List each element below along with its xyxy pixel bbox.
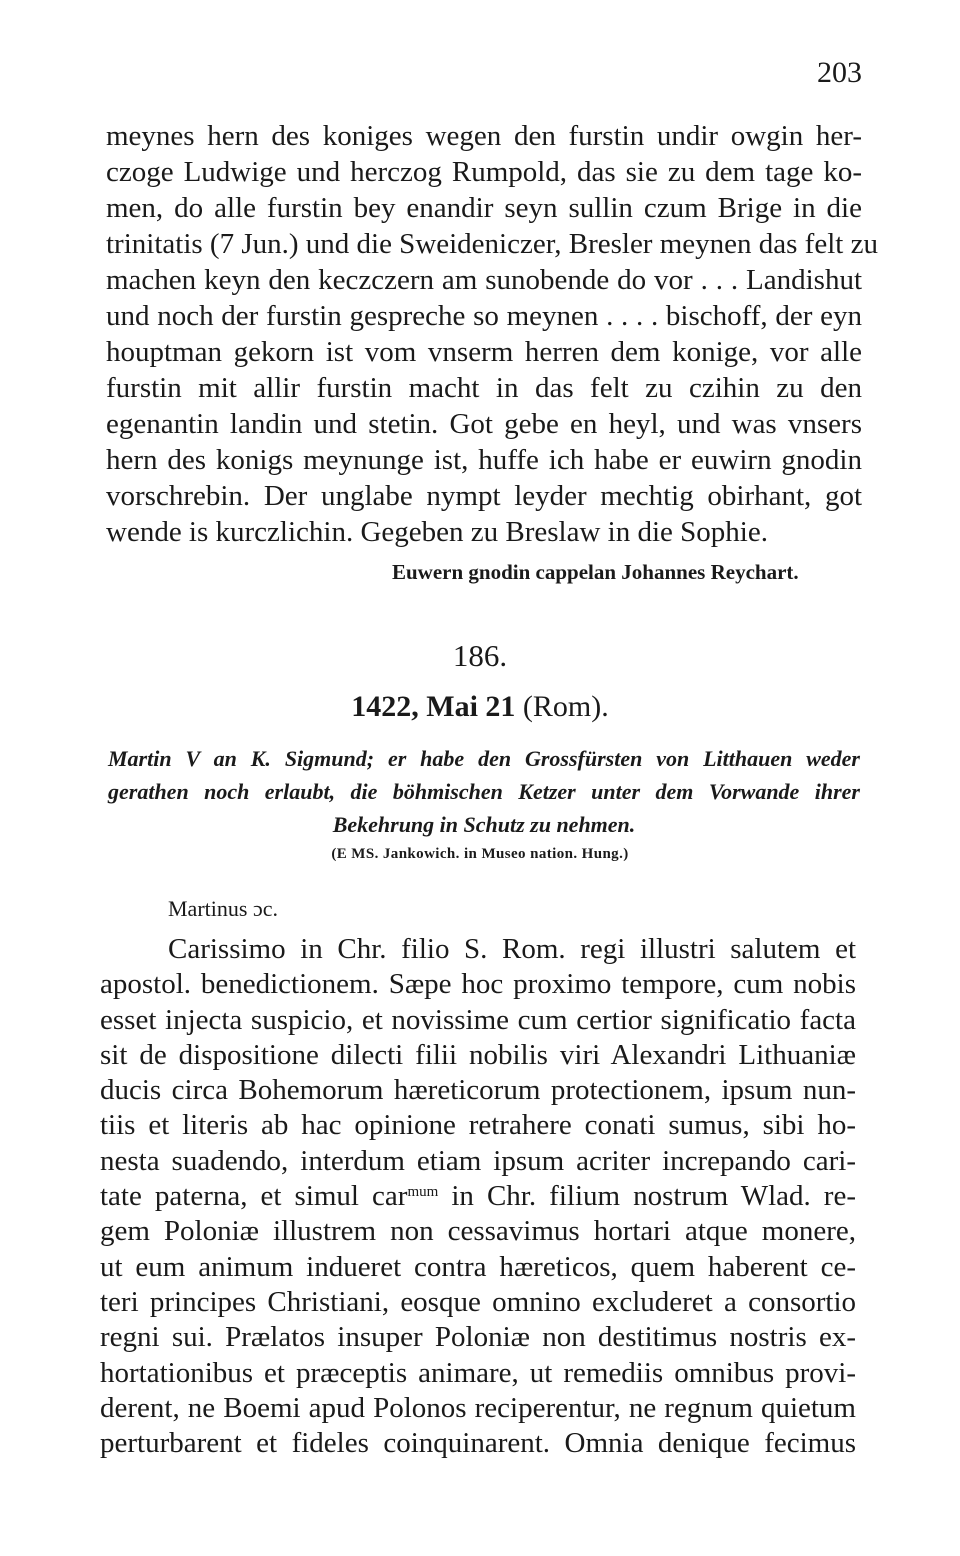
text-line: ut eum animum indueret contra hæreticos, quem haberent ce- <box>100 1250 856 1283</box>
document-summary <box>108 742 860 841</box>
text-line: men, do alle furstin bey enandir seyn sullin czum Brige in die <box>106 192 862 224</box>
summary-line: gerathen noch erlaubt, die böhmischen Ketzer unter dem Vorwande ihrer <box>108 779 860 804</box>
text-line: und noch der furstin gespreche so meynen . . . . bischoff, der eyn <box>106 300 862 332</box>
place-text: (Rom). <box>522 690 609 723</box>
page-number: 203 <box>817 56 862 89</box>
text-line: Carissimo in Chr. filio S. Rom. regi illustri salutem et <box>168 933 856 965</box>
text-line: derent, ne Boemi apud Polonos reciperentur, ne regnum quietum <box>100 1391 856 1424</box>
letter-signature: Euwern gnodin cappelan Johannes Reychart. <box>392 560 799 584</box>
text-line: tiis et literis ab hac opinione retrahere conati sumus, sibi ho- <box>100 1109 856 1142</box>
summary-line: Martin V an K. Sigmund; er habe den Grossfürsten von Litthauen weder <box>108 746 860 771</box>
text-line: wende is kurczlichin. Gegeben zu Breslaw in die Sophie. <box>106 516 768 548</box>
text-line: perturbarent et fideles coinquinarent. Omnia denique fecimus <box>100 1427 856 1460</box>
source-citation: (E MS. Jankowich. in Museo nation. Hung.) <box>331 846 629 862</box>
text-line: trinitatis (7 Jun.) und die Sweideniczer, Bresler meynen das felt zu <box>106 228 878 260</box>
text-line: furstin mit allir furstin macht in das felt zu czihin zu den <box>106 372 862 404</box>
previous-letter-text <box>106 118 878 550</box>
text-line <box>100 1179 856 1214</box>
text-line: houptman gekorn ist vom vnserm herren dem konige, vor alle <box>106 336 862 368</box>
text-line: hortationibus et præceptis animare, ut remediis omnibus provi- <box>100 1356 856 1389</box>
text-line: apostol. benedictionem. Sæpe hoc proximo tempore, cum nobis <box>100 968 856 1001</box>
text-line: hern des konigs meynunge ist, huffe ich habe er euwirn gnodin <box>106 444 862 476</box>
text-line: vorschrebin. Der unglabe nympt leyder mechtig obirhant, got <box>106 480 862 512</box>
text-line: machen keyn den keczczern am sunobende do vor . . . Landishut <box>106 264 862 296</box>
papal-letter-text <box>100 932 856 1461</box>
text-line: czoge Ludwige und herczog Rumpold, das sie zu dem tage ko- <box>106 156 862 188</box>
text-line: nesta suadendo, interdum etiam ipsum acriter increpando cari- <box>100 1144 856 1177</box>
superscript-abbreviation: mum <box>407 1184 439 1201</box>
text-line: esset injecta suspicio, et novissime cum certior significatio facta <box>100 1003 856 1036</box>
line-start: tate paterna, et simul car <box>100 1180 408 1213</box>
document-date <box>0 690 960 724</box>
sender-name: Martinus ɔc. <box>168 896 278 921</box>
line-end: in Chr. filium nostrum Wlad. re- <box>438 1180 856 1213</box>
document-number: 186. <box>452 638 508 673</box>
text-line: egenantin landin und stetin. Got gebe en heyl, und was vnsers <box>106 408 862 440</box>
summary-line: Bekehrung in Schutz zu nehmen. <box>332 812 636 837</box>
text-line: gem Poloniæ illustrem non cessavimus hortari atque monere, <box>100 1215 856 1248</box>
text-line: sit de dispositione dilecti filii nobilis viri Alexandri Lithuaniæ <box>100 1038 856 1071</box>
text-line: regni sui. Prælatos insuper Poloniæ non destitimus nostris ex- <box>100 1321 856 1354</box>
text-line: meynes hern des koniges wegen den furstin undir owgin her- <box>106 120 862 152</box>
text-line: ducis circa Bohemorum hæreticorum protectionem, ipsum nun- <box>100 1074 856 1107</box>
text-line: teri principes Christiani, eosque omnino excluderet a consortio <box>100 1285 856 1318</box>
date-text: 1422, Mai 21 <box>351 690 516 723</box>
